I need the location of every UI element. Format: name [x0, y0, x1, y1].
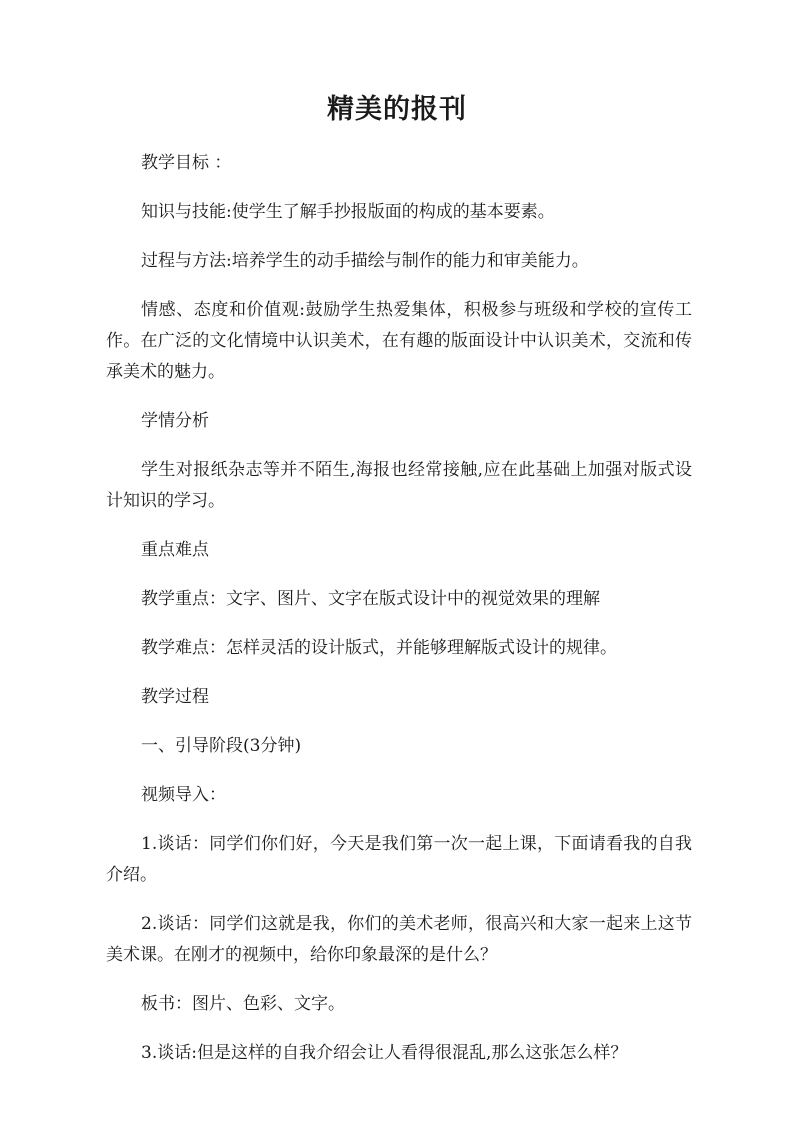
paragraph-key-points-heading: 重点难点 — [141, 540, 209, 560]
document-body — [106, 148, 692, 1087]
paragraph-teaching-difficulty: 教学难点：怎样灵活的设计版式，并能够理解版式设计的规律。 — [141, 638, 617, 658]
paragraph-learner-analysis: 学生对报纸杂志等并不陌生,海报也经常接触,应在此基础上加强对版式设计知识的学习。 — [106, 460, 692, 511]
paragraph-teaching-focus: 教学重点：文字、图片、文字在版式设计中的视觉效果的理解 — [141, 589, 600, 609]
paragraph-talk-one: 1.谈话：同学们你们好，今天是我们第一次一起上课，下面请看我的自我介绍。 — [106, 834, 692, 885]
document-title: 精美的报刊 — [327, 94, 467, 125]
paragraph-learner-analysis-heading: 学情分析 — [141, 411, 209, 431]
paragraph-process-heading: 教学过程 — [141, 687, 209, 707]
paragraph-stage-one: 一、引导阶段(3分钟) — [141, 736, 302, 756]
paragraph-process-methods: 过程与方法:培养学生的动手描绘与制作的能力和审美能力。 — [141, 251, 589, 271]
paragraph-objectives-heading: 教学目标 ： — [141, 153, 232, 173]
paragraph-video-intro: 视频导入： — [141, 785, 226, 805]
paragraph-blackboard: 板书：图片、色彩、文字。 — [141, 994, 345, 1014]
paragraph-talk-two: 2.谈话：同学们这就是我，你们的美术老师，很高兴和大家一起来上这节美术课。在刚才的视频中，给你印象最深的是什么？ — [106, 914, 692, 965]
paragraph-knowledge-skills: 知识与技能:使学生了解手抄报版面的构成的基本要素。 — [141, 202, 555, 222]
paragraph-emotion-values: 情感、态度和价值观:鼓励学生热爱集体，积极参与班级和学校的宣传工作。在广泛的文化情境中认识美术，在有趣的版面设计中认识美术，交流和传承美术的魅力。 — [106, 300, 692, 382]
paragraph-talk-three: 3.谈话:但是这样的自我介绍会让人看得很混乱,那么这张怎么样？ — [141, 1043, 628, 1063]
